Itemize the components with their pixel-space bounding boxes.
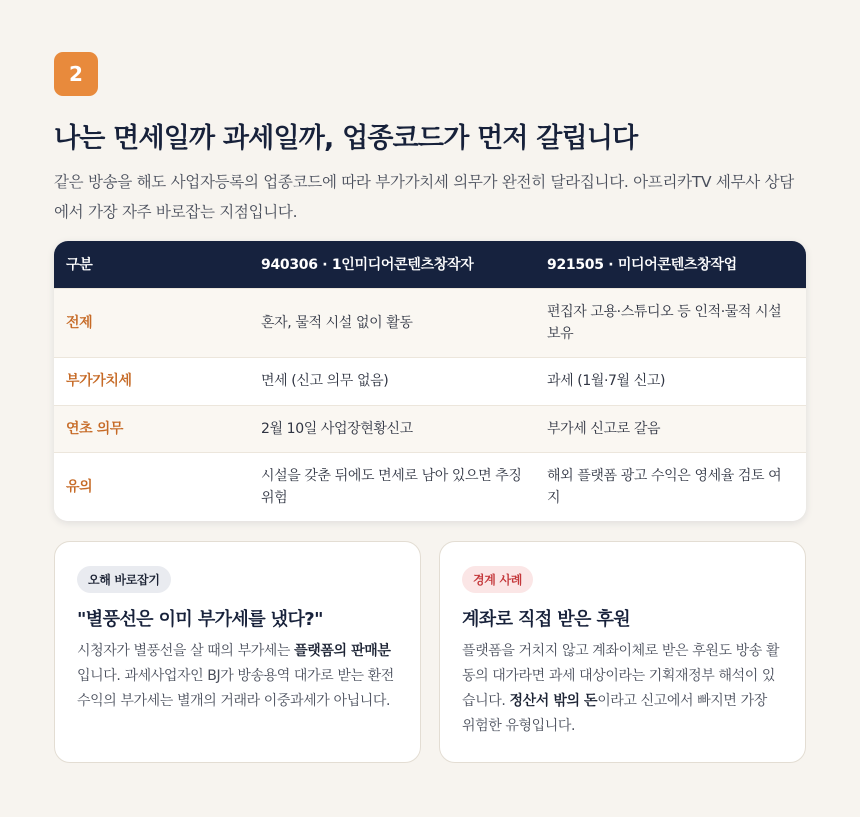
row-label: 부가가치세 — [54, 357, 249, 405]
table-cell: 시설을 갖춘 뒤에도 면세로 남아 있으면 추징 위험 — [249, 452, 535, 521]
card-title: 계좌로 직접 받은 후원 — [462, 609, 631, 630]
misconception-card — [54, 541, 421, 763]
info-cards — [54, 541, 806, 763]
card-body-text: 시청자가 별풍선을 살 때의 부가세는 — [77, 643, 295, 659]
column-header-code-921505: 921505 · 미디어콘텐츠창작업 — [547, 257, 737, 274]
card-title: "별풍선은 이미 부가세를 냈다?" — [77, 609, 323, 630]
step-number-badge: 2 — [54, 52, 98, 96]
table-row — [54, 452, 806, 521]
section-lead: 같은 방송을 해도 사업자등록의 업종코드에 따라 부가가치세 의무가 완전히 달라집니다. 아프리카TV 세무사 상담에서 가장 자주 바로잡는 지점입니다. — [54, 173, 794, 221]
table-cell: 2월 10일 사업장현황신고 — [249, 405, 535, 452]
table-cell: 면세 (신고 의무 없음) — [249, 357, 535, 405]
card-body-text: 입니다. 과세사업자인 BJ가 방송용역 대가로 받는 환전 수익의 부가세는 별개의 거래라 이중과세가 아닙니다. — [77, 668, 394, 709]
comparison-table — [54, 241, 806, 521]
card-body — [462, 639, 783, 739]
table-cell: 편집자 고용·스튜디오 등 인적·물적 시설 보유 — [535, 288, 806, 357]
card-tag: 경계 사례 — [462, 566, 533, 593]
table-row — [54, 405, 806, 452]
table-row — [54, 357, 806, 405]
table-cell: 해외 플랫폼 광고 수익은 영세율 검토 여지 — [535, 452, 806, 521]
row-label: 유의 — [54, 452, 249, 521]
edge-case-card — [439, 541, 806, 763]
card-tag: 오해 바로잡기 — [77, 566, 171, 593]
table-header-row — [54, 241, 806, 288]
card-body — [77, 639, 398, 714]
column-header-category: 구분 — [66, 257, 93, 274]
card-body-text: 플랫폼을 거치지 않고 계좌이체로 받은 후원도 방송 활동의 대가라면 과세 대상이라는 기획재정부 해석이 있습니다. — [462, 643, 780, 709]
row-label: 연초 의무 — [54, 405, 249, 452]
row-label: 전제 — [54, 288, 249, 357]
column-header-code-940306: 940306 · 1인미디어콘텐츠창작자 — [261, 257, 474, 274]
card-body-emphasis: 플랫폼의 판매분 — [294, 643, 391, 659]
section-title: 나는 면세일까 과세일까, 업종코드가 먼저 갈립니다 — [54, 123, 638, 154]
table-cell: 과세 (1월·7월 신고) — [535, 357, 806, 405]
table-row — [54, 288, 806, 357]
table-cell: 부가세 신고로 갈음 — [535, 405, 806, 452]
card-body-emphasis: 정산서 밖의 돈 — [509, 693, 598, 709]
table-cell: 혼자, 물적 시설 없이 활동 — [249, 288, 535, 357]
card-body-text: 이라고 신고에서 빠지면 가장 위험한 유형입니다. — [462, 693, 767, 734]
